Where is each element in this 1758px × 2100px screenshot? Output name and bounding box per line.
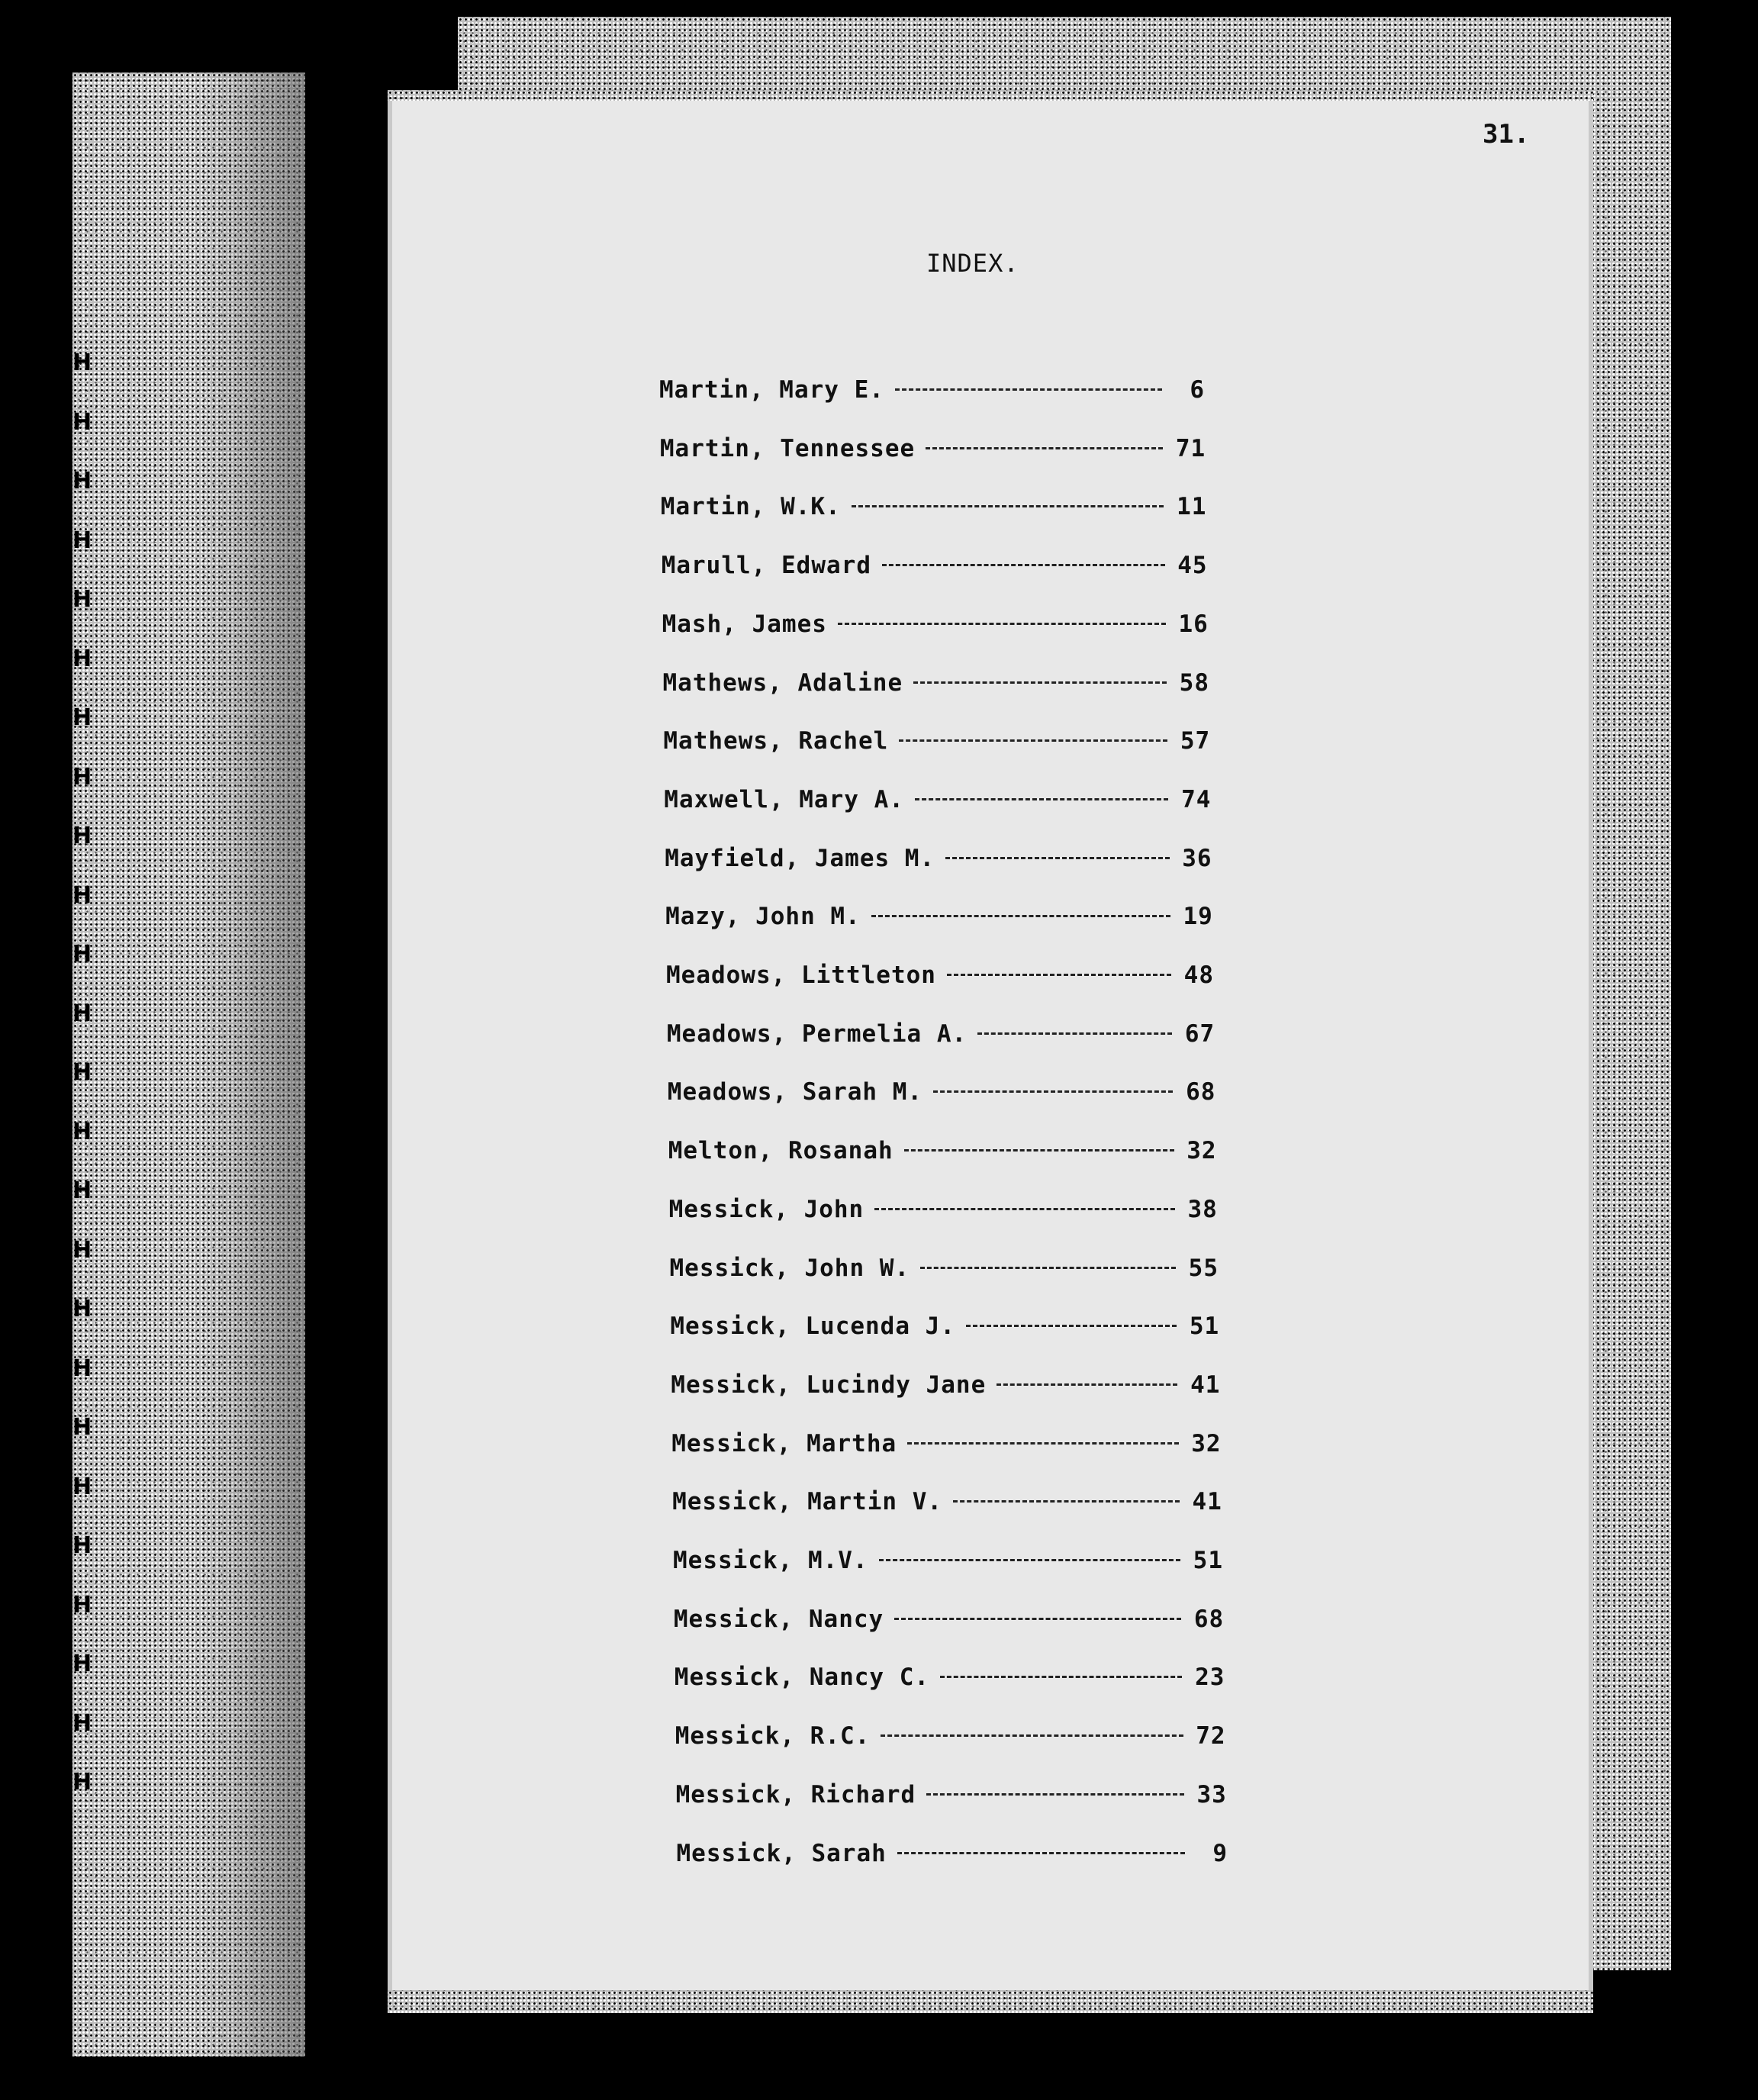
entry-name: Messick, Lucenda J. [670, 1312, 955, 1341]
entry-page-number: 74 [1181, 785, 1212, 813]
entry-name: Messick, John W. [669, 1254, 910, 1282]
left-margin-mark: H [72, 468, 92, 494]
entry-name: Mash, James [662, 610, 827, 638]
index-page [388, 90, 1593, 2013]
entry-name: Messick, Martha [671, 1429, 897, 1457]
entry-name: Meadows, Sarah M. [667, 1078, 923, 1106]
dot-leader [945, 857, 1169, 859]
left-margin-mark: H [72, 881, 92, 909]
entry-name: Messick, Lucindy Jane [671, 1370, 987, 1399]
index-entry [662, 610, 1209, 638]
index-entry [670, 1255, 1219, 1282]
left-margin-mark: H [72, 941, 92, 968]
dot-leader [879, 1559, 1180, 1561]
dot-leader [933, 1090, 1173, 1093]
entry-name: Messick, Nancy [673, 1605, 884, 1633]
dot-leader [838, 623, 1166, 625]
left-margin-mark: H [72, 1709, 92, 1737]
entry-name: Mathews, Adaline [662, 668, 903, 697]
entry-name: Marull, Edward [661, 552, 871, 580]
entry-page-number: 19 [1183, 903, 1213, 931]
left-margin-mark: H [72, 1414, 92, 1441]
dot-leader [913, 681, 1167, 684]
entry-page-number: 51 [1189, 1312, 1220, 1341]
entry-page-number: 41 [1190, 1370, 1221, 1399]
entry-page-number: 57 [1180, 727, 1211, 755]
left-margin-mark: H [72, 1651, 92, 1677]
entry-page-number: 58 [1179, 668, 1209, 697]
entry-page-number: 55 [1188, 1254, 1219, 1282]
dot-leader [953, 1500, 1180, 1503]
entry-name: Mazy, John M. [665, 903, 861, 931]
index-entry [659, 376, 1205, 404]
dot-leader [926, 1793, 1184, 1796]
page-number: 31. [1483, 119, 1530, 150]
left-margin-mark: H [72, 408, 92, 436]
entry-name: Messick, Martin V. [672, 1488, 943, 1516]
left-margin-mark: H [72, 1532, 92, 1559]
entry-name: Maxwell, Mary A. [664, 785, 904, 813]
dot-leader [940, 1676, 1182, 1678]
entry-name: Martin, Mary E. [659, 376, 884, 404]
left-margin-mark: H [72, 1059, 92, 1086]
index-entry [663, 669, 1210, 697]
entry-page-number: 11 [1177, 493, 1207, 521]
dot-leader [897, 1852, 1185, 1854]
dot-leader [882, 564, 1165, 566]
left-margin-mark: H [72, 1118, 92, 1145]
index-entry [665, 845, 1212, 872]
entry-page-number: 23 [1195, 1664, 1225, 1692]
index-entry [675, 1664, 1225, 1691]
index-entry [669, 1196, 1218, 1223]
index-entry [672, 1488, 1222, 1515]
dot-leader [907, 1442, 1178, 1445]
entry-name: Melton, Rosanah [668, 1137, 893, 1165]
entry-page-number: 32 [1191, 1429, 1222, 1457]
index-entry [665, 903, 1213, 930]
index-entry [673, 1547, 1223, 1574]
dot-leader [915, 798, 1168, 800]
entry-page-number: 38 [1187, 1195, 1218, 1223]
entry-page-number: 51 [1193, 1547, 1223, 1574]
index-entry [662, 552, 1208, 579]
dot-leader [966, 1325, 1177, 1327]
left-margin-mark: H [72, 1236, 92, 1264]
index-title: INDEX. [926, 249, 1019, 278]
entry-page-number: 68 [1193, 1605, 1225, 1633]
left-margin-mark: H [72, 1296, 92, 1322]
dot-leader [997, 1383, 1177, 1386]
left-margin-mark: H [72, 586, 92, 613]
entry-page-number: 68 [1186, 1078, 1216, 1106]
dot-leader [904, 1149, 1174, 1151]
index-entry [666, 961, 1214, 989]
index-entry [674, 1606, 1224, 1633]
dot-leader [895, 388, 1162, 391]
entry-name: Messick, M.V. [673, 1547, 868, 1574]
left-margin-mark: H [72, 704, 92, 731]
entry-page-number: 45 [1177, 552, 1208, 580]
index-entry [677, 1840, 1228, 1867]
entry-page-number: 71 [1175, 434, 1206, 462]
left-margin-mark: H [72, 527, 92, 554]
dot-leader [899, 739, 1167, 742]
left-margin-mark: H [72, 823, 92, 849]
entry-name: Martin, Tennessee [659, 434, 916, 462]
index-entry [664, 786, 1211, 813]
left-margin-mark: H [72, 763, 92, 791]
left-facing-page [72, 72, 305, 2057]
entry-page-number: 9 [1212, 1839, 1228, 1867]
dot-leader [852, 505, 1164, 507]
entry-name: Messick, Nancy C. [674, 1664, 930, 1692]
entry-name: Meadows, Permelia A. [666, 1019, 968, 1048]
index-entry [668, 1137, 1217, 1164]
left-margin-mark: H [72, 1769, 92, 1796]
index-entry [671, 1430, 1221, 1457]
entry-page-number: 6 [1190, 376, 1205, 404]
entry-page-number: 32 [1186, 1137, 1217, 1165]
entry-name: Messick, Sarah [676, 1839, 887, 1867]
index-entry [661, 493, 1207, 520]
dot-leader [894, 1618, 1181, 1620]
index-entry [663, 727, 1210, 755]
entry-page-number: 36 [1182, 844, 1212, 872]
index-entry [671, 1371, 1220, 1399]
left-page-marks [72, 72, 103, 2057]
entry-page-number: 67 [1184, 1019, 1215, 1048]
index-entry [667, 1020, 1215, 1048]
entry-page-number: 16 [1178, 610, 1209, 638]
dot-leader [920, 1267, 1176, 1269]
entry-name: Messick, John [668, 1195, 865, 1223]
dot-leader [881, 1734, 1183, 1737]
entry-page-number: 41 [1192, 1488, 1222, 1516]
dot-leader [926, 447, 1163, 449]
page-top-edge [388, 90, 1593, 101]
left-margin-mark: H [72, 1473, 92, 1500]
left-margin-mark: H [72, 1354, 92, 1382]
left-margin-mark: H [72, 1000, 92, 1027]
dot-leader [871, 915, 1170, 917]
left-margin-mark: H [72, 1591, 92, 1618]
dot-leader [947, 974, 1171, 976]
dot-leader [874, 1208, 1175, 1210]
entry-page-number: 33 [1196, 1780, 1227, 1809]
left-margin-mark: H [72, 349, 92, 376]
entry-name: Mathews, Rachel [663, 727, 889, 755]
index-entry [670, 1312, 1219, 1340]
left-margin-mark: H [72, 645, 92, 672]
entry-name: Messick, Richard [675, 1780, 916, 1809]
page-fold-shadow [198, 72, 305, 2057]
index-entry [676, 1781, 1227, 1809]
entry-name: Messick, R.C. [675, 1722, 871, 1751]
entry-page-number: 48 [1183, 961, 1214, 989]
entry-page-number: 72 [1196, 1722, 1226, 1751]
left-margin-mark: H [72, 1177, 92, 1204]
entry-name: Meadows, Littleton [666, 961, 936, 989]
index-entry [660, 435, 1206, 462]
page-bottom-edge [388, 1990, 1593, 2013]
index-entry [668, 1078, 1216, 1106]
entry-name: Martin, W.K. [660, 493, 841, 521]
entry-name: Mayfield, James M. [665, 844, 935, 872]
index-entry [675, 1722, 1226, 1750]
dot-leader [977, 1032, 1172, 1035]
